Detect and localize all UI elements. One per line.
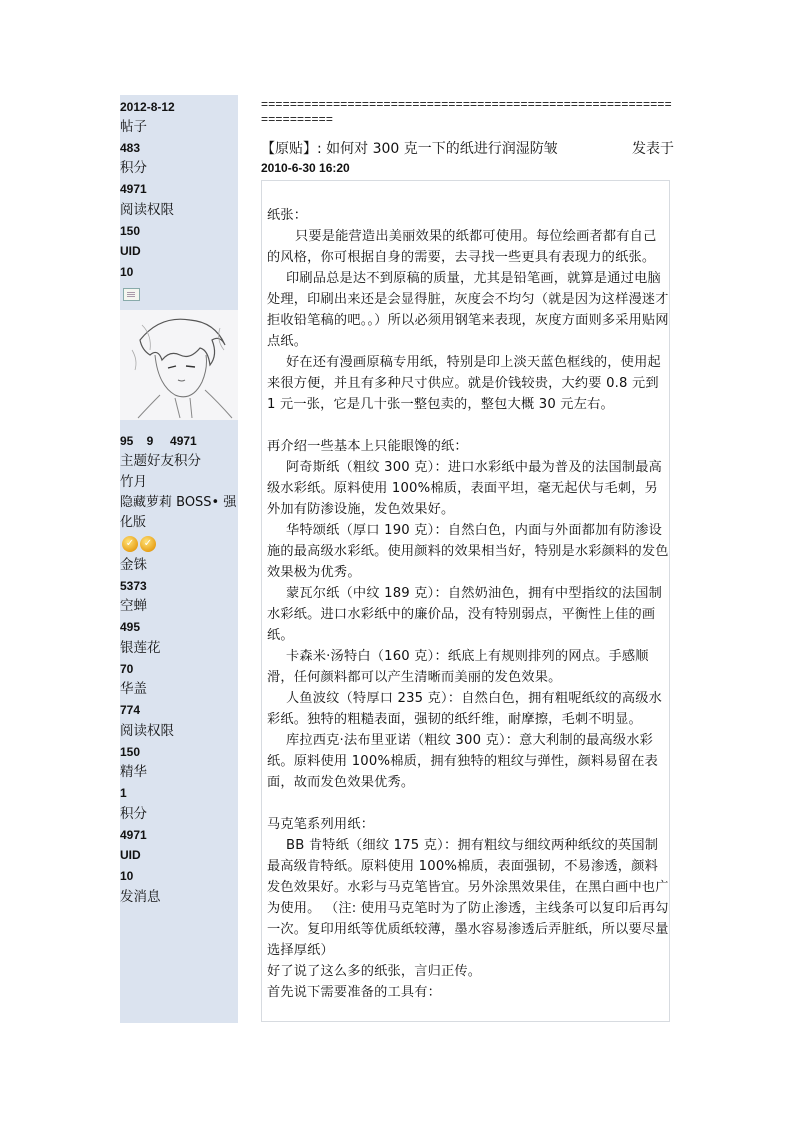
- post-title-row: [261, 139, 674, 159]
- avatar-sketch-icon: [120, 310, 238, 420]
- user-info-sidebar: [120, 95, 238, 1023]
- user-group: 隐藏萝莉 BOSS• 强化版: [120, 495, 237, 530]
- points-value-2: 4971: [120, 828, 147, 842]
- paragraph-bb-kent: BB 肯特纸（细纹 175 克）：拥有粗纹与细纹两种纸纹的英国制最高级肯特纸。原料使用 100%棉质，表面强韧，不易渗透，颜料发色效果好。水彩与马克笔皆宜。另外涂黑效果佳，在黑白画中也广为使用。 （注: 使用马克笔时为了防止渗透，主线条可以复印后再勾一次。复印用纸等优质纸较薄，墨水容易渗透后弄脏纸，所以要尽量选择厚纸）: [267, 838, 669, 958]
- paragraph-basic-papers: 再介绍一些基本上只能眼馋的纸：: [267, 439, 468, 454]
- profile-card-icon[interactable]: [123, 288, 140, 301]
- uid-value-2: 10: [120, 869, 134, 883]
- paragraph-tools: 首先说下需要准备的工具有：: [267, 985, 442, 1000]
- stats-values: 95 9 4971: [120, 434, 197, 448]
- elite-label: 精华: [120, 764, 147, 780]
- paragraph-marker-papers: 马克笔系列用纸：: [267, 817, 375, 832]
- paragraph-waterford: 华特颂纸（厚口 190 克）：自然白色，内面与外面都加有防渗设施的最高级水彩纸。使用颜料的效果相当好，特别是水彩颜料的发色效果极为优秀。: [267, 523, 669, 580]
- paragraph-mermaid: 人鱼波纹（特厚口 235 克）：自然白色，拥有粗呢纸纹的高级水彩纸。独特的粗糙表面，强韧的纸纤维，耐摩擦，毛刺不明显。: [267, 691, 663, 727]
- post-main: [261, 97, 674, 1000]
- username[interactable]: 竹月: [120, 474, 147, 490]
- separator-line: ===================================================================: [261, 97, 672, 126]
- cicada-label: 空蝉: [120, 598, 147, 614]
- medal-icon: ✓: [122, 536, 138, 552]
- post-title: 【原贴】: 如何对 300 克一下的纸进行润湿防皱: [261, 141, 558, 157]
- medal-icon-2: ✓: [140, 536, 156, 552]
- join-date: 2012-8-12: [120, 100, 175, 114]
- gold-label: 金铢: [120, 557, 147, 573]
- read-permission-label: 阅读权限: [120, 202, 174, 218]
- paragraph-transition: 好了说了这么多的纸张，言归正传。: [267, 964, 482, 979]
- lotus-label: 银莲花: [120, 640, 161, 656]
- send-message-link[interactable]: 发消息: [120, 889, 161, 905]
- paragraph-arches: 阿奇斯纸（粗纹 300 克）：进口水彩纸中最为普及的法国制最高级水彩纸。原料使用 100%棉质，表面平坦，毫无起伏与毛刺，另外加有防渗设施，发色效果好。: [267, 460, 663, 517]
- read-permission-value: 150: [120, 224, 141, 238]
- paragraph-paper: 纸张：: [267, 208, 308, 223]
- posts-value: 483: [120, 141, 141, 155]
- paragraph-fabriano: 库拉西克·法布里亚诺（粗纹 300 克）：意大利制的最高级水彩纸。原料使用 100%棉质，拥有独特的粗纹与弹性，颜料易留在表面，故而发色效果优秀。: [267, 733, 658, 790]
- paragraph-printing: 印刷品总是达不到原稿的质量，尤其是铅笔画，就算是通过电脑处理，印刷出来还是会显得脏，灰度会不均匀（就是因为这样漫迷才拒收铅笔稿的吧。。）所以必须用钢笔来表现，灰度方面则多采用贴网点纸。: [267, 271, 669, 349]
- post-date: 2010-6-30 16:20: [261, 161, 350, 175]
- canopy-value: 774: [120, 703, 141, 717]
- avatar[interactable]: [120, 310, 238, 420]
- paragraph-canson: 卡森米·汤特白（160 克）：纸底上有规则排列的网点。手感顺滑，任何颜料都可以产生清晰而美丽的发色效果。: [267, 649, 649, 685]
- canopy-label: 华盖: [120, 681, 147, 697]
- posted-label: 发表于: [632, 141, 674, 157]
- elite-value: 1: [120, 786, 127, 800]
- gold-value: 5373: [120, 579, 147, 593]
- read-permission-value-2: 150: [120, 745, 141, 759]
- points-label: 积分: [120, 160, 147, 176]
- uid-value: 10: [120, 265, 134, 279]
- points-label-2: 积分: [120, 806, 147, 822]
- uid-label: UID: [120, 244, 141, 258]
- posts-label: 帖子: [120, 119, 147, 135]
- post-content: [261, 180, 670, 1022]
- uid-label-2: UID: [120, 848, 141, 862]
- paragraph-montval: 蒙瓦尔纸（中纹 189 克）：自然奶油色，拥有中型指纹的法国制水彩纸。进口水彩纸中的廉价品，没有特别弱点，平衡性上佳的画纸。: [267, 586, 663, 643]
- paragraph-intro: 只要是能营造出美丽效果的纸都可使用。每位绘画者都有自己的风格，你可根据自身的需要，去寻找一些更具有表现力的纸张。: [267, 229, 657, 265]
- lotus-value: 70: [120, 662, 134, 676]
- read-permission-label-2: 阅读权限: [120, 723, 174, 739]
- cicada-value: 495: [120, 620, 141, 634]
- stats-labels: 主题好友积分: [120, 453, 201, 469]
- points-value: 4971: [120, 182, 147, 196]
- paragraph-manga-paper: 好在还有漫画原稿专用纸，特别是印上淡天蓝色框线的，使用起来很方便，并且有多种尺寸供应。就是价钱较贵，大约要 0.8 元到 1 元一张，它是几十张一整包卖的，整包大概 30 元左右。: [267, 355, 661, 412]
